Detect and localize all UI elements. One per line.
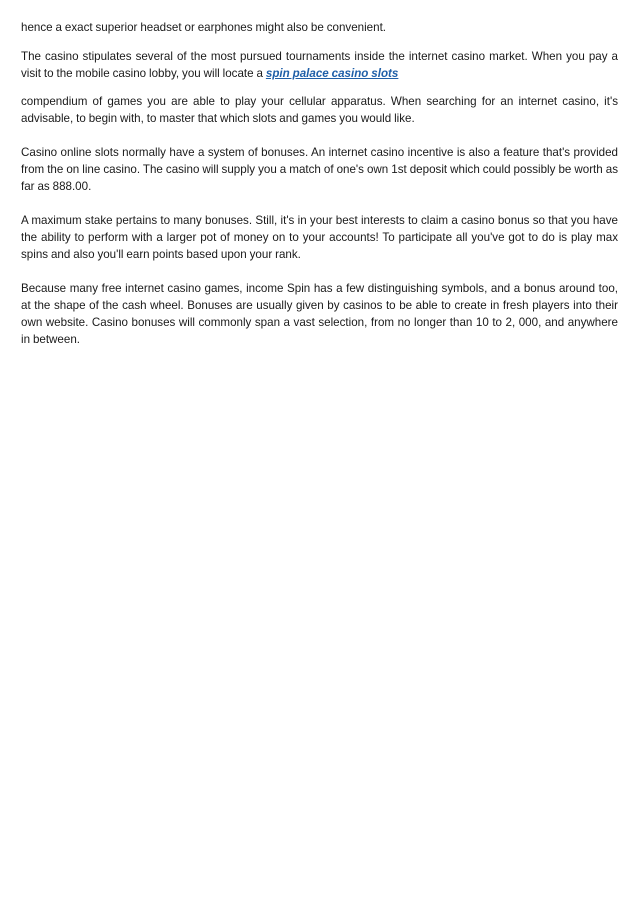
document-body bbox=[21, 19, 618, 365]
paragraph-2-text: The casino stipulates several of the most pursued tournaments inside the internet casino market. When you pay a visit to the mobile casino lobby, you will locate a bbox=[21, 50, 618, 80]
paragraph-3: compendium of games you are able to play your cellular apparatus. When searching for an internet casino, it's advisable, to begin with, to master that which slots and games you would like. bbox=[21, 95, 618, 125]
paragraph-2 bbox=[21, 48, 618, 82]
paragraph-4: Casino online slots normally have a system of bonuses. An internet casino incentive is also a feature that's provided from the on line casino. The casino will supply you a match of one's own 1st deposit which could possibly be worth as far as 888.00. bbox=[21, 146, 618, 193]
spin-palace-casino-slots-link[interactable]: spin palace casino slots bbox=[265, 67, 399, 80]
paragraph-1: hence a exact superior headset or earphones might also be convenient. bbox=[21, 21, 387, 34]
paragraph-6: Because many free internet casino games, income Spin has a few distinguishing symbols, and a bonus around too, at the shape of the cash wheel. Bonuses are usually given by casinos to be able to create in fresh players into their own website. Casino bonuses will commonly span a vast selection, from no longer than 10 to 2, 000, and anywhere in between. bbox=[21, 282, 618, 346]
paragraph-5: A maximum stake pertains to many bonuses. Still, it's in your best interests to claim a casino bonus so that you have the ability to perform with a larger pot of money on to your accounts! To participate all you've got to do is play max spins and also you'll earn points based upon your rank. bbox=[21, 214, 618, 261]
